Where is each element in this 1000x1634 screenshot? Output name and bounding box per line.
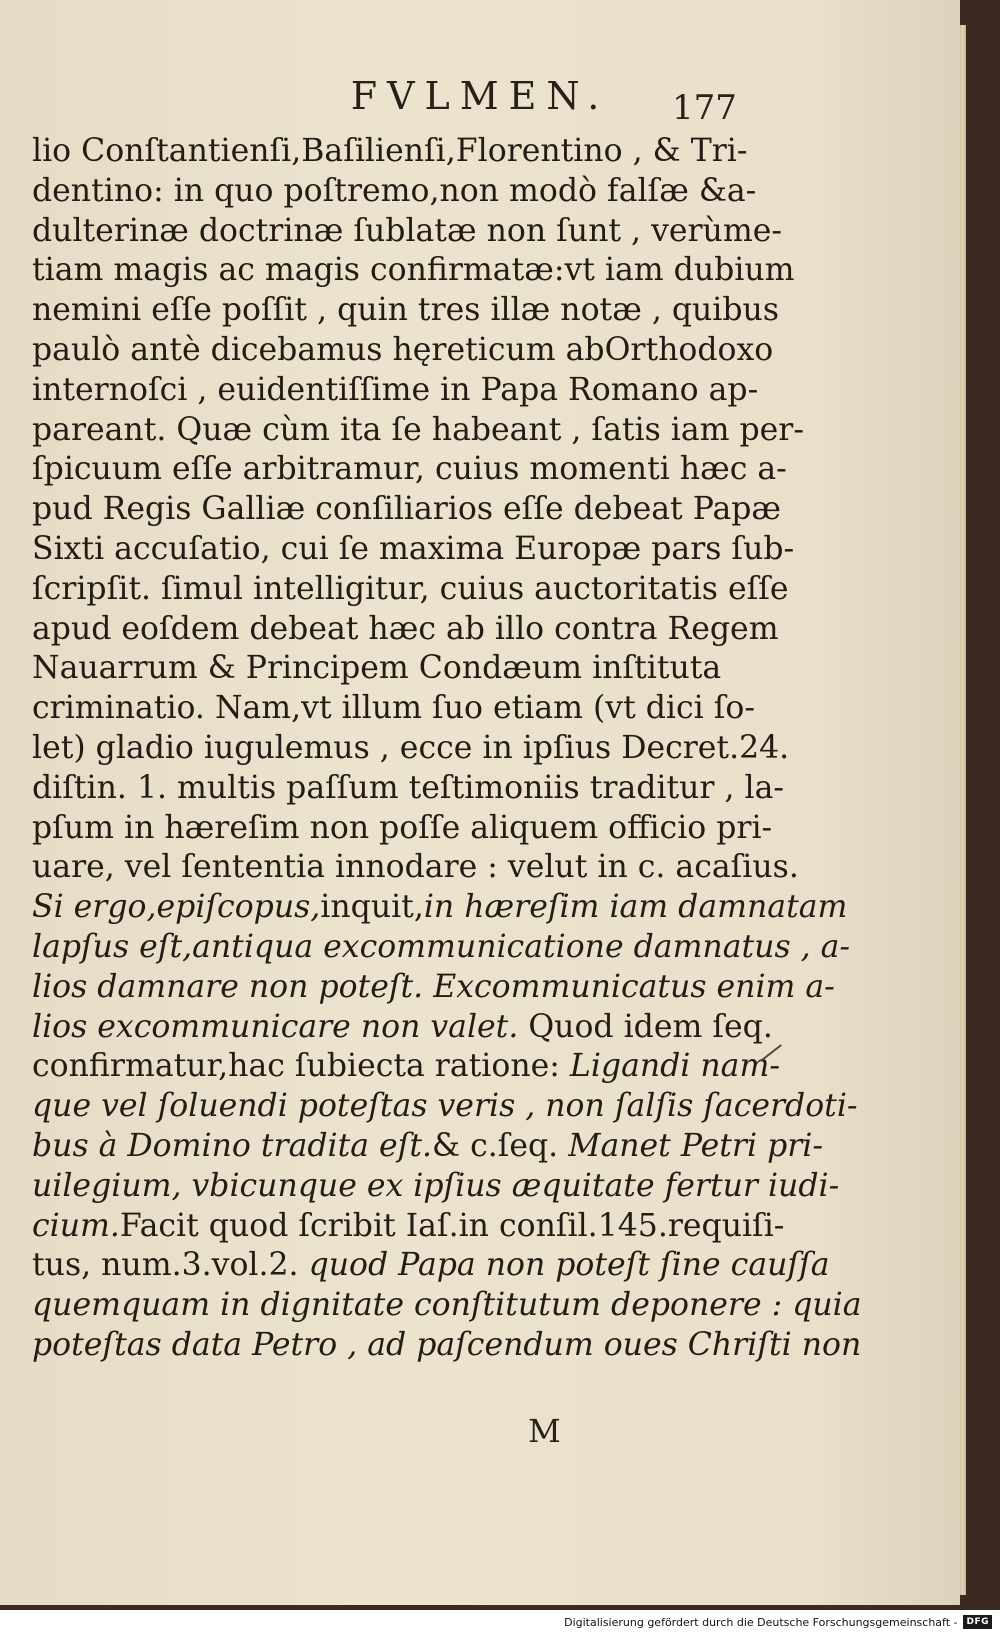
roman-segment: apud eoſdem debeat hæc ab illo contra Regem: [32, 610, 779, 647]
credit-text: Digitalisierung gefördert durch die Deutsche Forschungsgemeinschaft -: [564, 1615, 958, 1629]
roman-segment: paulò antè dicebamus hęreticum abOrthodoxo: [32, 331, 774, 368]
roman-segment: criminatio. Nam,vt illum ſuo etiam (vt dici ſo-: [32, 690, 755, 727]
roman-segment: dulterinæ doctrinæ ſublatæ non ſunt , verùme-: [32, 212, 783, 249]
text-line: [32, 530, 795, 570]
text-line: [32, 1326, 862, 1366]
text-line: [32, 1047, 780, 1087]
italic-segment: que vel ſoluendi poteſtas veris , non ſalſis ſacerdoti-: [32, 1088, 858, 1125]
text-line: [32, 411, 805, 451]
text-line: [32, 172, 757, 212]
page-number: 177: [672, 88, 737, 128]
digitization-credit: [564, 1612, 992, 1632]
text-line: [32, 769, 785, 809]
italic-segment: lapſus eſt,antiqua excommunicatione damnatus , a-: [32, 928, 851, 965]
dfg-logo-icon: DFG: [963, 1615, 992, 1629]
text-line: [32, 371, 759, 411]
roman-segment: internoſci , euidentiſſime in Papa Romano ap-: [32, 371, 759, 408]
body-text: [32, 132, 862, 1366]
roman-segment: pareant. Quæ cùm ita ſe habeant , ſatis iam per-: [32, 411, 805, 448]
roman-segment: Sixti accuſatio, cui ſe maxima Europæ pars ſub-: [32, 530, 795, 567]
roman-segment: diſtin. 1. multis paſſum teſtimoniis traditur , la-: [32, 769, 785, 806]
text-line: [32, 1246, 830, 1286]
italic-segment: in hæreſim iam damnatam: [423, 889, 848, 926]
text-line: [32, 689, 755, 729]
italic-segment: cium.: [32, 1207, 120, 1244]
roman-segment: pſum in hæreſim non poſſe aliquem officio pri-: [32, 809, 773, 846]
text-line: [32, 490, 782, 530]
roman-segment: tiam magis ac magis confirmatæ:vt iam dubium: [32, 252, 795, 289]
text-line: [32, 212, 783, 252]
italic-segment: quemquam in dignitate conſtitutum deponere : quia: [32, 1287, 862, 1324]
italic-segment: uilegium, vbicunque ex ipſius æquitate fertur iudi-: [32, 1167, 840, 1204]
italic-segment: poteſtas data Petro , ad paſcendum oues Chriſti non: [32, 1326, 862, 1363]
running-head: FVLMEN.: [350, 74, 610, 118]
text-line: [32, 1127, 824, 1167]
text-line: [32, 1087, 858, 1127]
text-line: [32, 1207, 785, 1247]
roman-segment: let) gladio iugulemus , ecce in ipſius Decret.24.: [32, 729, 790, 766]
text-line: [32, 649, 742, 689]
text-line: [32, 1167, 840, 1207]
roman-segment: lio Conſtantienſi,Baſilienſi,Florentino , & Tri-: [32, 133, 748, 169]
roman-segment: uare, vel ſententia innodare : velut in c. acaſius.: [32, 849, 799, 886]
italic-segment: Manet Petri pri-: [558, 1127, 824, 1164]
text-line: [32, 1008, 773, 1048]
italic-segment: quod Papa non poteſt ſine cauſſa: [308, 1247, 830, 1284]
text-line: [32, 888, 848, 928]
text-line: [32, 570, 789, 610]
italic-segment: bus à Domino tradita eſt.: [32, 1127, 433, 1164]
roman-segment: Facit quod ſcribit Iaſ.in conſil.145.requiſi-: [119, 1207, 785, 1244]
text-line: [32, 610, 779, 650]
signature-mark: M: [528, 1412, 561, 1450]
roman-segment: ſcripſit. ſimul intelligitur, cuius auctoritatis eſſe: [32, 570, 789, 607]
roman-segment: dentino: in quo poſtremo,non modò falſæ &a-: [32, 172, 757, 209]
text-line: [32, 968, 835, 1008]
roman-segment: tus, num.3.vol.2.: [32, 1247, 309, 1284]
text-line: [32, 132, 748, 172]
text-line: [32, 450, 787, 490]
text-line: [32, 331, 774, 371]
roman-segment: nemini eſſe poſſit , quin tres illæ notæ , quibus: [32, 292, 779, 329]
roman-segment: pud Regis Galliæ conſiliarios eſſe debeat Papæ: [32, 491, 782, 528]
text-line: [32, 809, 773, 849]
italic-segment: lios excommunicare non valet.: [32, 1008, 519, 1045]
italic-segment: Ligandi nam-: [569, 1048, 780, 1085]
text-line: [32, 928, 851, 968]
roman-segment: Nauarrum & Principem Condæum inſtituta: [32, 650, 722, 687]
roman-segment: Quod idem ſeq.: [518, 1008, 773, 1045]
text-line: [32, 848, 799, 888]
text-line: [32, 251, 795, 291]
text-line: [32, 729, 790, 769]
roman-segment: & c.ſeq.: [432, 1127, 559, 1164]
roman-segment: confirmatur,hac ſubiecta ratione:: [32, 1048, 570, 1085]
roman-segment: inquit,: [320, 889, 424, 926]
roman-segment: ſpicuum eſſe arbitramur, cuius momenti hæc a-: [32, 451, 787, 488]
text-line: [32, 291, 779, 331]
italic-segment: Si ergo,epiſcopus,: [32, 889, 321, 926]
italic-segment: lios damnare non poteſt. Excommunicatus enim a-: [32, 968, 835, 1005]
text-line: [32, 1286, 862, 1326]
